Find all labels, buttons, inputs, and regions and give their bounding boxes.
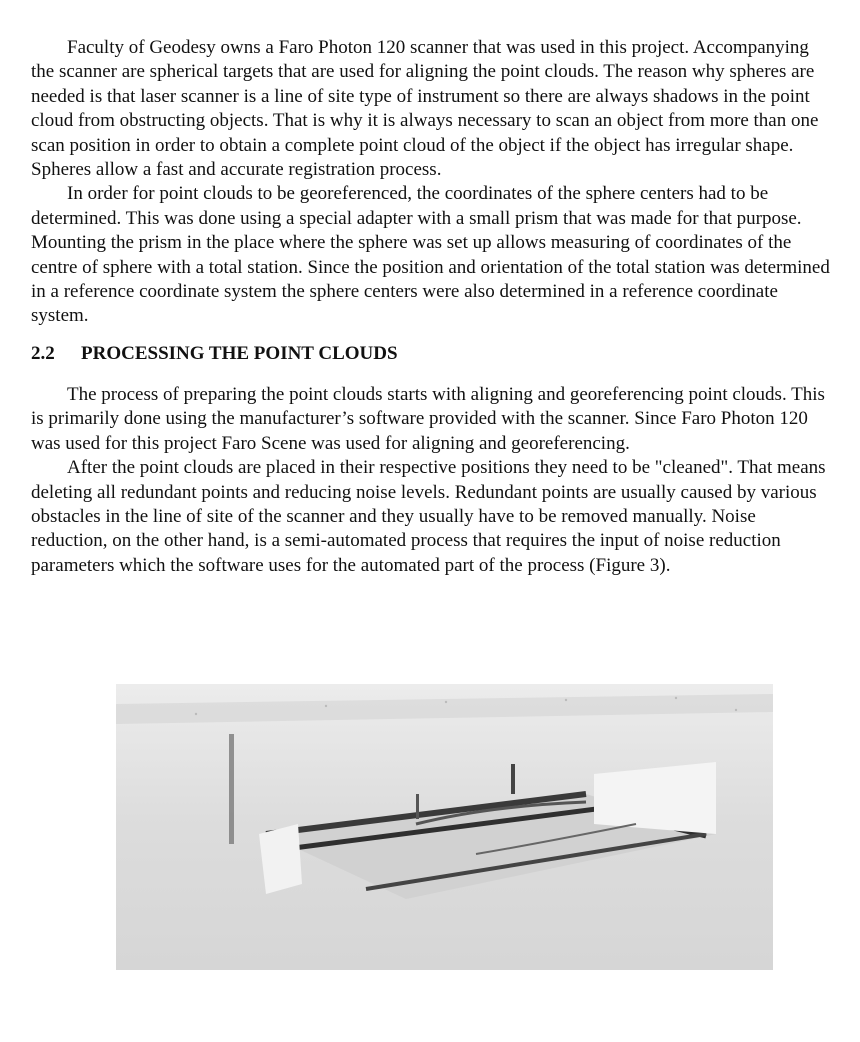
body-paragraph: The process of preparing the point clouds starts with aligning and georeferencing point clouds. This is primarily done using the manufacturer’s software provided with the scanner. Since Faro Photon 120 was used for this project Faro Scene was used for aligning and georeferencing.: [31, 383, 825, 454]
section-title: PROCESSING THE POINT CLOUDS: [81, 342, 398, 364]
point-cloud-image: [116, 684, 773, 970]
document-page: [31, 36, 831, 578]
body-paragraph: Faculty of Geodesy owns a Faro Photon 120 scanner that was used in this project. Accompanying the scanner are spherical targets that are used for aligning the point clouds. The reason why spheres are needed is that laser scanner is a line of site type of instrument so there are always shadows in the point cloud from obstructing objects. That is why it is always necessary to scan an object from more than one scan position in order to obtain a complete point cloud of the object if the object has irregular shape. Spheres allow a fast and accurate registration process.: [31, 37, 819, 181]
section-heading: [31, 342, 831, 366]
body-paragraph: In order for point clouds to be georeferenced, the coordinates of the sphere centers had to be determined. This was done using a special adapter with a small prism that was made for that purpose. Mounting the prism in the place where the sphere was set up allows measuring of coordinates of the centre of sphere with a total station. Since the position and orientation of the total station was determined in a reference coordinate system the sphere centers were also determined in a reference coordinate system.: [31, 183, 830, 327]
point-cloud-figure: [116, 684, 773, 970]
section-number: 2.2: [31, 342, 55, 364]
body-paragraph: After the point clouds are placed in their respective positions they need to be "cleaned". That means deleting all redundant points and reducing noise levels. Redundant points are usually caused by various obstacles in the line of site of the scanner and they usually have to be removed manually. Noise reduction, on the other hand, is a semi-automated process that requires the input of noise reduction parameters which the software uses for the automated part of the process (Figure 3).: [31, 457, 826, 576]
